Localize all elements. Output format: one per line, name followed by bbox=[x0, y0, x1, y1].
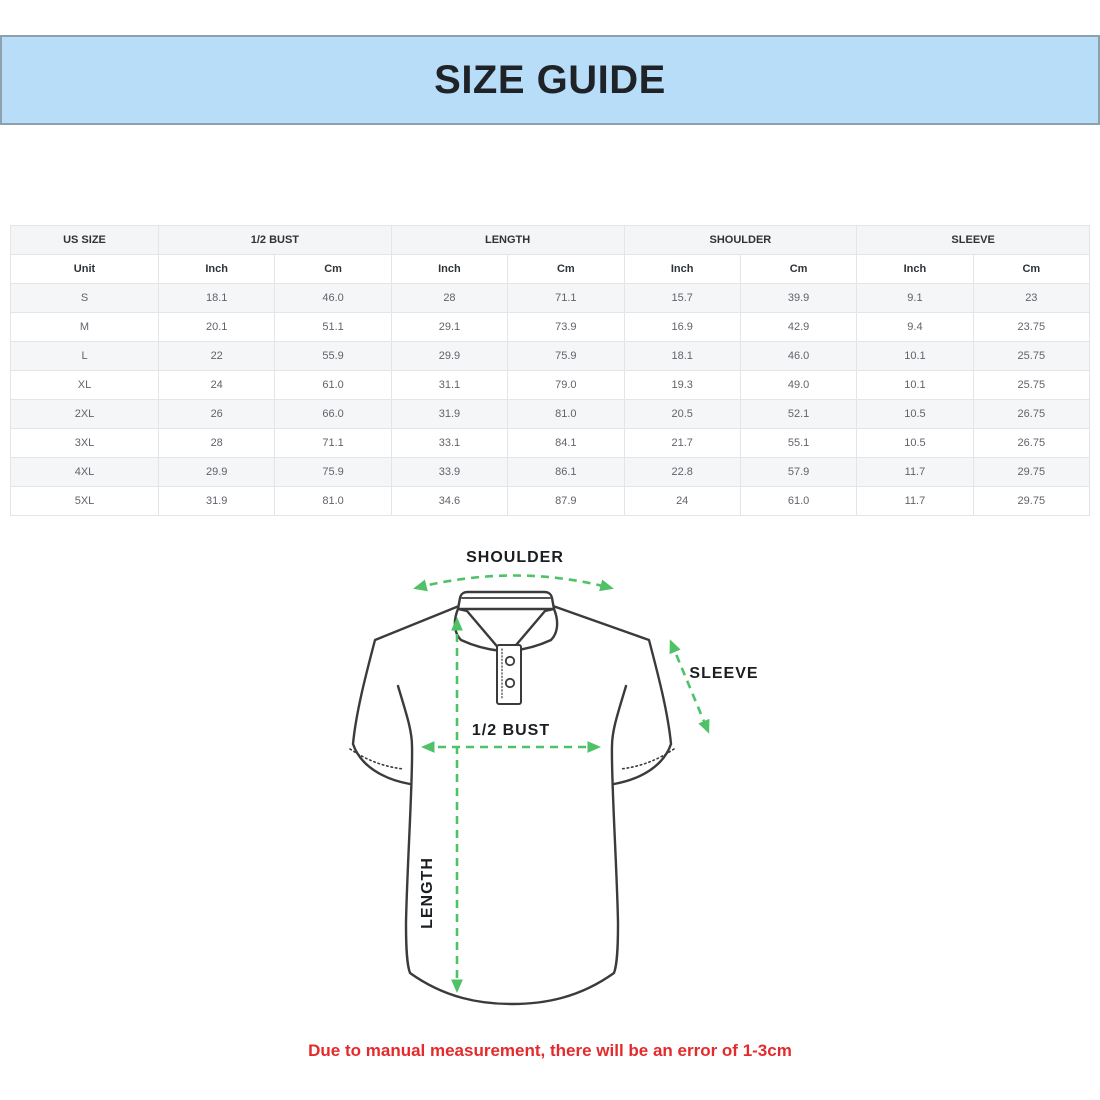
measurement-cell: 10.1 bbox=[857, 371, 973, 400]
bust-label: 1/2 BUST bbox=[471, 722, 551, 739]
measurement-cell: 46.0 bbox=[740, 342, 856, 371]
measurement-cell: 22 bbox=[159, 342, 275, 371]
column-group-header: 1/2 BUST bbox=[159, 226, 392, 255]
unit-header-cell: Unit bbox=[11, 255, 159, 284]
measurement-cell: 18.1 bbox=[624, 342, 740, 371]
unit-header-row bbox=[11, 255, 1090, 284]
measurement-error-note: Due to manual measurement, there will be an error of 1-3cm bbox=[308, 1041, 792, 1060]
measurement-cell: 22.8 bbox=[624, 458, 740, 487]
measurement-cell: 10.5 bbox=[857, 429, 973, 458]
size-cell: 2XL bbox=[11, 400, 159, 429]
collar-band bbox=[458, 592, 554, 609]
size-cell: 3XL bbox=[11, 429, 159, 458]
size-cell: 4XL bbox=[11, 458, 159, 487]
size-guide-banner bbox=[0, 35, 1100, 125]
measurement-cell: 29.75 bbox=[973, 487, 1089, 516]
measurement-cell: 10.1 bbox=[857, 342, 973, 371]
size-cell: 5XL bbox=[11, 487, 159, 516]
size-table-head bbox=[11, 226, 1090, 284]
measurement-cell: 66.0 bbox=[275, 400, 391, 429]
measurement-cell: 86.1 bbox=[508, 458, 624, 487]
column-group-header: SLEEVE bbox=[857, 226, 1090, 255]
measurement-cell: 61.0 bbox=[740, 487, 856, 516]
measurement-cell: 42.9 bbox=[740, 313, 856, 342]
measurement-cell: 51.1 bbox=[275, 313, 391, 342]
measurement-cell: 71.1 bbox=[275, 429, 391, 458]
column-group-header: SHOULDER bbox=[624, 226, 857, 255]
measurement-cell: 11.7 bbox=[857, 458, 973, 487]
measurement-cell: 10.5 bbox=[857, 400, 973, 429]
measurement-cell: 20.5 bbox=[624, 400, 740, 429]
length-label: LENGTH bbox=[419, 857, 436, 929]
unit-header-cell: Cm bbox=[740, 255, 856, 284]
placket bbox=[497, 645, 521, 704]
measurement-cell: 26 bbox=[159, 400, 275, 429]
sleeve-arrow bbox=[671, 642, 708, 731]
measurement-cell: 25.75 bbox=[973, 371, 1089, 400]
measurement-cell: 29.9 bbox=[159, 458, 275, 487]
measurement-cell: 84.1 bbox=[508, 429, 624, 458]
size-cell: M bbox=[11, 313, 159, 342]
unit-header-cell: Cm bbox=[275, 255, 391, 284]
collar-left-flap bbox=[455, 609, 501, 651]
measurement-cell: 29.9 bbox=[391, 342, 507, 371]
size-table-body bbox=[11, 284, 1090, 516]
measurement-cell: 75.9 bbox=[275, 458, 391, 487]
measurement-cell: 29.1 bbox=[391, 313, 507, 342]
size-table bbox=[10, 225, 1090, 516]
polo-shirt-diagram bbox=[340, 538, 760, 1018]
table-row bbox=[11, 371, 1090, 400]
measurement-cell: 61.0 bbox=[275, 371, 391, 400]
measurement-cell: 23.75 bbox=[973, 313, 1089, 342]
unit-header-cell: Cm bbox=[973, 255, 1089, 284]
measurement-cell: 81.0 bbox=[508, 400, 624, 429]
button-top bbox=[506, 657, 514, 665]
measurement-cell: 16.9 bbox=[624, 313, 740, 342]
measurement-cell: 31.9 bbox=[159, 487, 275, 516]
measurement-cell: 25.75 bbox=[973, 342, 1089, 371]
measurement-cell: 24 bbox=[624, 487, 740, 516]
table-row bbox=[11, 400, 1090, 429]
table-row bbox=[11, 458, 1090, 487]
sleeve-label: SLEEVE bbox=[689, 665, 759, 682]
measurement-cell: 31.9 bbox=[391, 400, 507, 429]
table-group-header-row bbox=[11, 226, 1090, 255]
measurement-cell: 31.1 bbox=[391, 371, 507, 400]
table-row bbox=[11, 313, 1090, 342]
measurement-cell: 28 bbox=[391, 284, 507, 313]
size-cell: L bbox=[11, 342, 159, 371]
unit-header-cell: Inch bbox=[159, 255, 275, 284]
measurement-cell: 39.9 bbox=[740, 284, 856, 313]
measurement-cell: 9.1 bbox=[857, 284, 973, 313]
size-cell: XL bbox=[11, 371, 159, 400]
unit-header-cell: Inch bbox=[624, 255, 740, 284]
measurement-cell: 11.7 bbox=[857, 487, 973, 516]
measurement-cell: 24 bbox=[159, 371, 275, 400]
measurement-cell: 9.4 bbox=[857, 313, 973, 342]
polo-shirt-outline bbox=[350, 592, 674, 1004]
column-group-header: LENGTH bbox=[391, 226, 624, 255]
page-title: SIZE GUIDE bbox=[434, 57, 666, 102]
measurement-cell: 21.7 bbox=[624, 429, 740, 458]
table-row bbox=[11, 487, 1090, 516]
measurement-cell: 87.9 bbox=[508, 487, 624, 516]
unit-header-cell: Inch bbox=[857, 255, 973, 284]
measurement-cell: 49.0 bbox=[740, 371, 856, 400]
size-cell: S bbox=[11, 284, 159, 313]
measurement-cell: 18.1 bbox=[159, 284, 275, 313]
measurement-cell: 20.1 bbox=[159, 313, 275, 342]
table-row bbox=[11, 342, 1090, 371]
shoulder-label: SHOULDER bbox=[466, 549, 564, 566]
measurement-cell: 71.1 bbox=[508, 284, 624, 313]
measurement-cell: 23 bbox=[973, 284, 1089, 313]
measurement-cell: 33.9 bbox=[391, 458, 507, 487]
unit-header-cell: Cm bbox=[508, 255, 624, 284]
measurement-cell: 29.75 bbox=[973, 458, 1089, 487]
measurement-cell: 15.7 bbox=[624, 284, 740, 313]
measurement-cell: 52.1 bbox=[740, 400, 856, 429]
measurement-cell: 79.0 bbox=[508, 371, 624, 400]
measurement-cell: 26.75 bbox=[973, 400, 1089, 429]
measurement-cell: 81.0 bbox=[275, 487, 391, 516]
table-row bbox=[11, 284, 1090, 313]
measurement-cell: 34.6 bbox=[391, 487, 507, 516]
measurement-cell: 55.9 bbox=[275, 342, 391, 371]
unit-header-cell: Inch bbox=[391, 255, 507, 284]
measurement-cell: 19.3 bbox=[624, 371, 740, 400]
measurement-cell: 33.1 bbox=[391, 429, 507, 458]
measurement-cell: 46.0 bbox=[275, 284, 391, 313]
measurement-cell: 55.1 bbox=[740, 429, 856, 458]
measurement-cell: 28 bbox=[159, 429, 275, 458]
measurement-cell: 57.9 bbox=[740, 458, 856, 487]
measurement-cell: 73.9 bbox=[508, 313, 624, 342]
table-row bbox=[11, 429, 1090, 458]
measurement-cell: 75.9 bbox=[508, 342, 624, 371]
column-group-header: US SIZE bbox=[11, 226, 159, 255]
measurement-cell: 26.75 bbox=[973, 429, 1089, 458]
measurement-diagram bbox=[340, 538, 760, 1023]
shoulder-arrow bbox=[416, 576, 611, 589]
button-bottom bbox=[506, 679, 514, 687]
